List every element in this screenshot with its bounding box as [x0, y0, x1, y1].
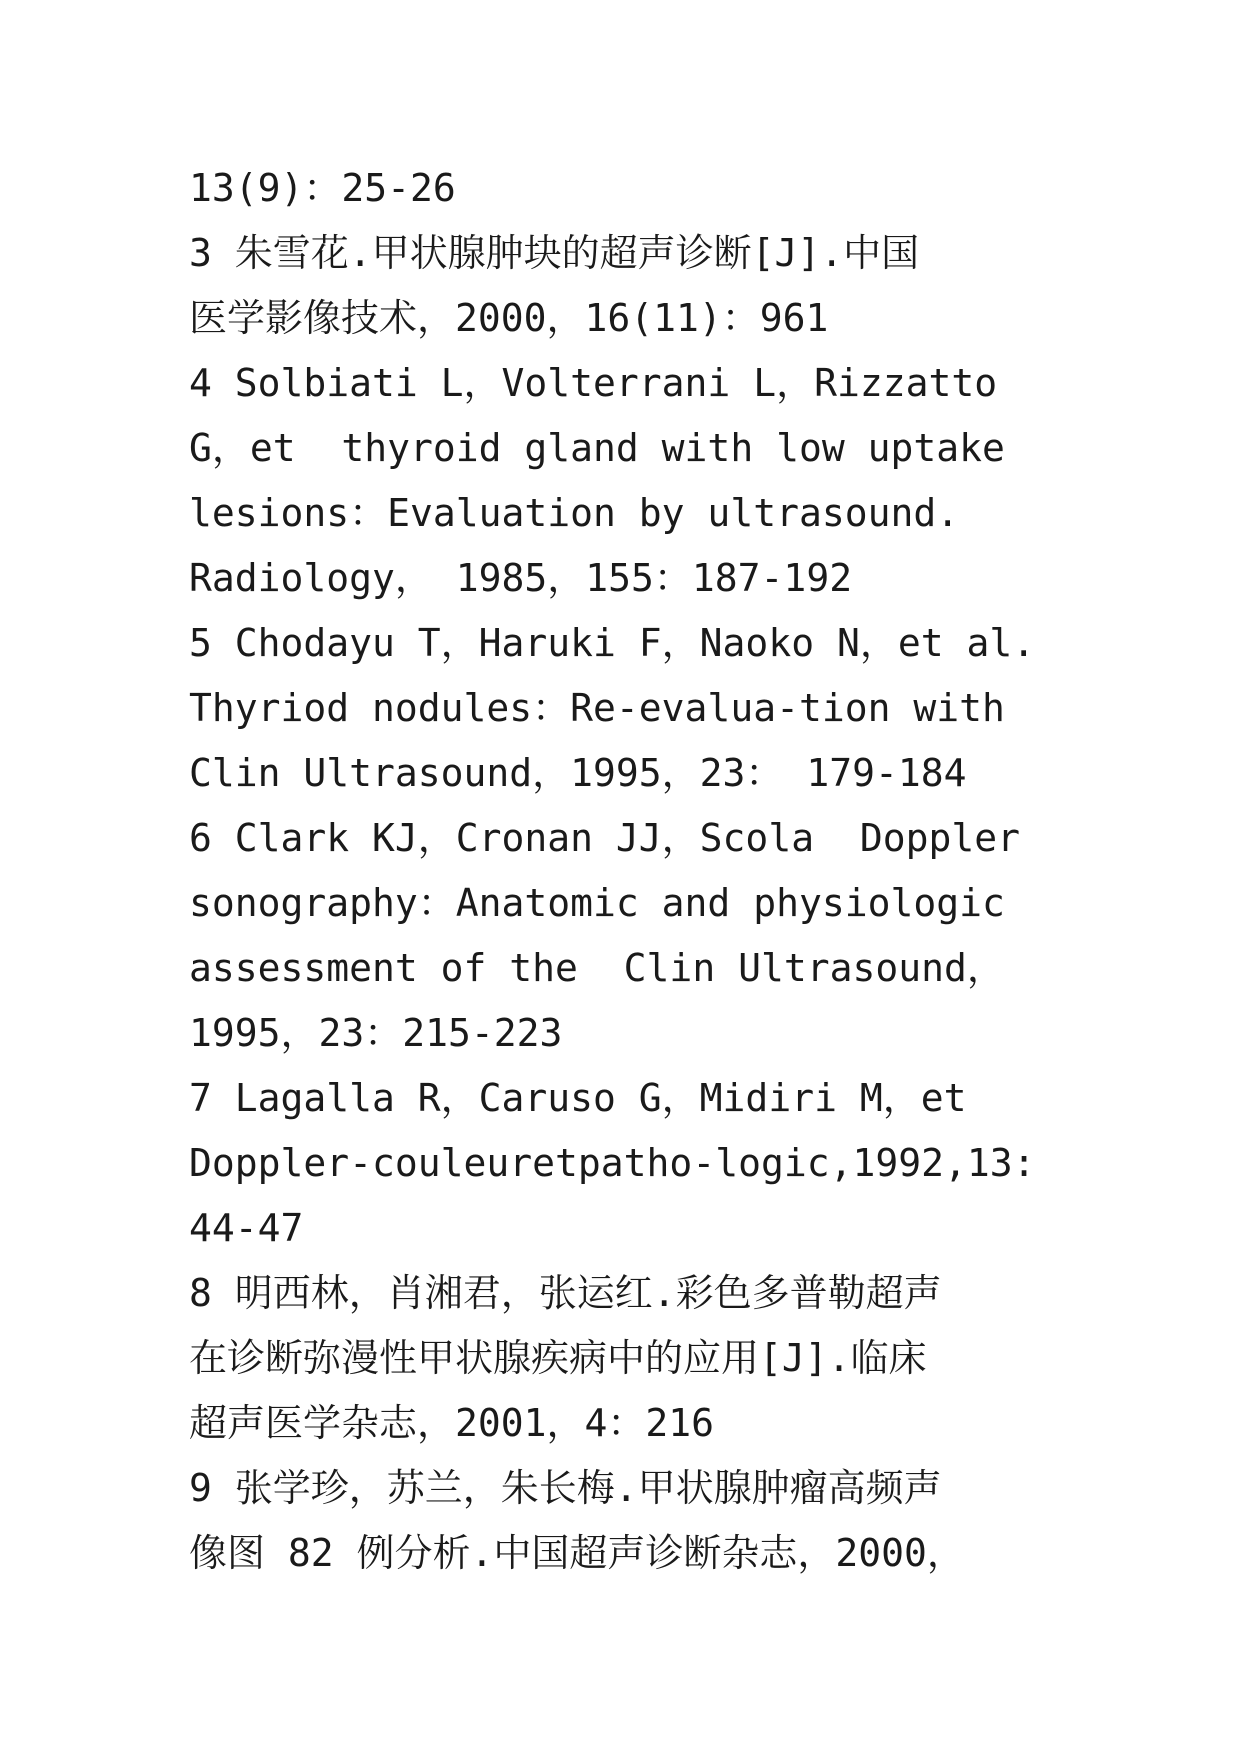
- text-line: 13(9)：25-26: [189, 166, 456, 210]
- text-line: 医学影像技术，2000，16(11)：961: [189, 296, 829, 340]
- text-line: 44-47: [189, 1206, 304, 1250]
- text-line: sonography：Anatomic and physiologic: [189, 881, 1005, 925]
- text-line: 9 张学珍，苏兰，朱长梅.甲状腺肿瘤高频声: [189, 1466, 942, 1510]
- text-line: 1995，23：215-223: [189, 1011, 563, 1055]
- text-line: Clin Ultrasound，1995，23： 179-184: [189, 751, 967, 795]
- text-line: 4 Solbiati L，Volterrani L，Rizzatto: [189, 361, 998, 405]
- text-line: lesions：Evaluation by ultrasound.: [189, 491, 960, 535]
- text-line: assessment of the Clin Ultrasound，: [189, 946, 1005, 990]
- text-line: Radiology， 1985，155：187-192: [189, 556, 853, 600]
- text-line: 5 Chodayu T，Haruki F，Naoko N，et al.: [189, 621, 1036, 665]
- text-line: 7 Lagalla R，Caruso G，Midiri M，et: [189, 1076, 967, 1120]
- text-line: 8 明西林，肖湘君，张运红.彩色多普勒超声: [189, 1271, 942, 1315]
- text-line: 3 朱雪花.甲状腺肿块的超声诊断[J].中国: [189, 231, 920, 275]
- text-line: 超声医学杂志，2001，4：216: [189, 1401, 715, 1445]
- text-line: 在诊断弥漫性甲状腺疾病中的应用[J].临床: [189, 1336, 927, 1380]
- text-line: 像图 82 例分析.中国超声诊断杂志，2000，: [189, 1531, 965, 1575]
- reference-list: [189, 156, 1089, 1586]
- text-line: Doppler-couleuretpatho-logic,1992,13:: [189, 1141, 1036, 1185]
- text-line: Thyriod nodules：Re-evalua-tion with: [189, 686, 1005, 730]
- text-line: 6 Clark KJ，Cronan JJ，Scola Doppler: [189, 816, 1020, 860]
- text-line: G，et thyroid gland with low uptake: [189, 426, 1005, 470]
